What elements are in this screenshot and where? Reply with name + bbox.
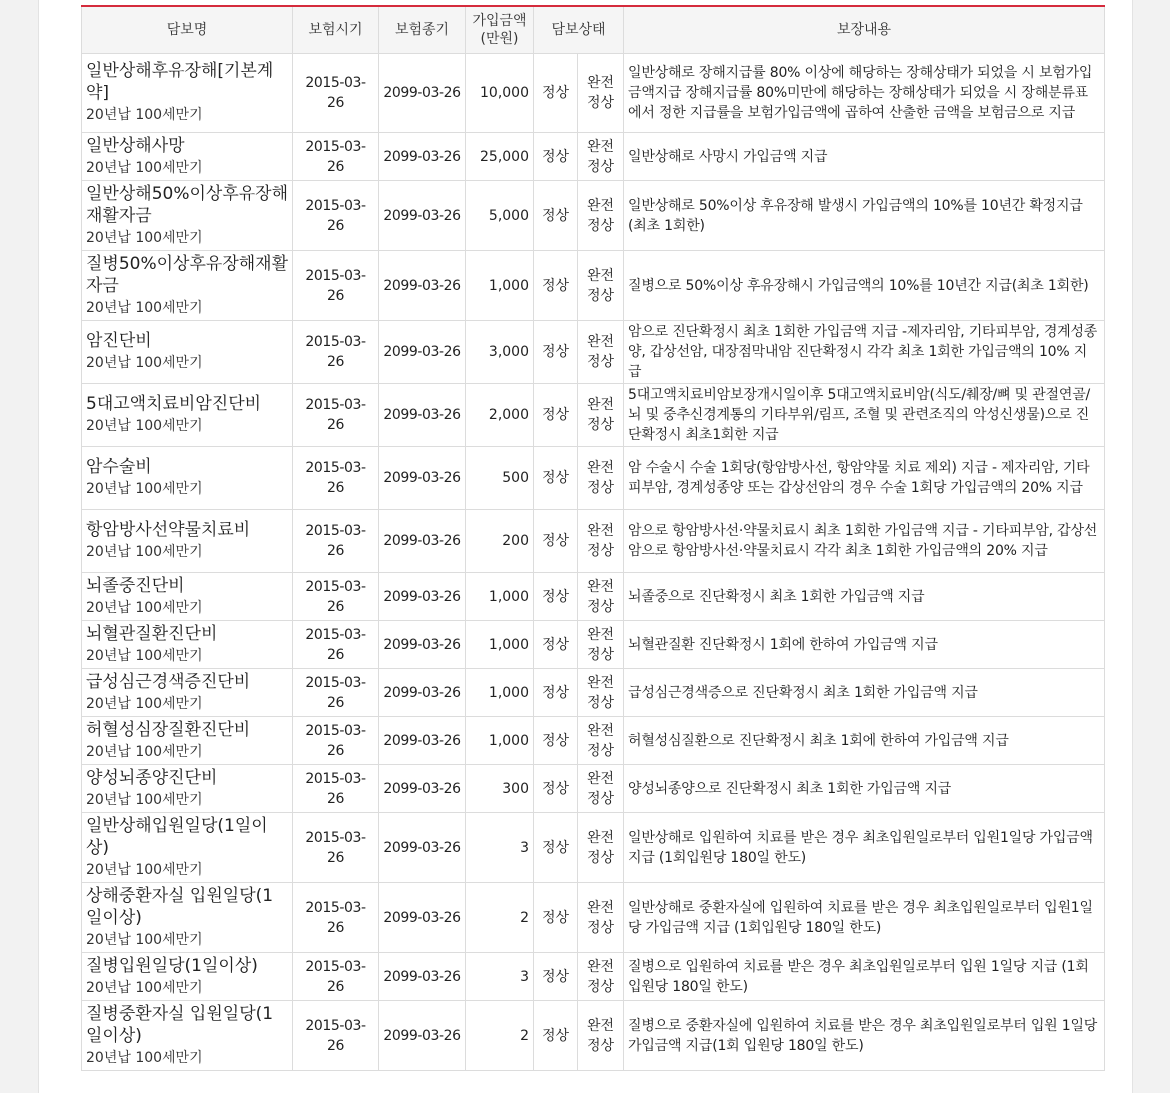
- end-date: 2099-03-26: [379, 181, 466, 251]
- end-date: 2099-03-26: [379, 1001, 466, 1071]
- coverage-description: 뇌혈관질환 진단확정시 1회에 한하여 가입금액 지급: [624, 621, 1105, 669]
- coverage-status: 정상: [534, 953, 578, 1001]
- end-date: 2099-03-26: [379, 883, 466, 953]
- coverage-name: 뇌졸중진단비: [86, 575, 185, 596]
- coverage-description: 질병으로 중환자실에 입원하여 치료를 받은 경우 최초입원일로부터 입원 1일당 가입금액 지급(1회 입원당 180일 한도): [624, 1001, 1105, 1071]
- payment-status: [578, 573, 624, 621]
- payment-status: [578, 133, 624, 181]
- payment-status-line1: 완전: [586, 397, 615, 413]
- amount: 3: [466, 813, 534, 883]
- payment-status-line2: 정상: [586, 354, 615, 370]
- start-date: 2015-03-26: [293, 813, 379, 883]
- payment-status: [578, 813, 624, 883]
- coverage-status: 정상: [534, 181, 578, 251]
- coverage-description: 일반상해로 중환자실에 입원하여 치료를 받은 경우 최초입원일로부터 입원1일당 가입금액 지급 (1회입원당 180일 한도): [624, 883, 1105, 953]
- payment-status-line1: 완전: [586, 197, 615, 214]
- start-date: 2015-03-26: [293, 669, 379, 717]
- start-date: 2015-03-26: [293, 717, 379, 765]
- coverage-term: 20년납 100세만기: [86, 1049, 203, 1066]
- table-row: [82, 133, 1105, 181]
- coverage-name: 일반상해후유장해[기본계약]: [86, 61, 274, 103]
- coverage-name: 질병입원일당(1일이상): [86, 955, 258, 976]
- amount: 2: [466, 883, 534, 953]
- coverage-name-cell: [82, 54, 293, 133]
- coverage-name: 암진단비: [86, 331, 152, 351]
- payment-status-line1: 완전: [586, 899, 615, 916]
- end-date: 2099-03-26: [379, 321, 466, 384]
- coverage-name: 상해중환자실 입원일당(1일이상): [86, 885, 274, 928]
- coverage-term: 20년납 100세만기: [86, 931, 203, 948]
- amount: 1,000: [466, 573, 534, 621]
- amount: 25,000: [466, 133, 534, 181]
- coverage-name-cell: [82, 321, 293, 384]
- coverage-name: 일반상해입원일당(1일이상): [86, 815, 268, 858]
- coverage-term: 20년납 100세만기: [86, 299, 203, 316]
- coverage-status: 정상: [534, 621, 578, 669]
- amount: 300: [466, 765, 534, 813]
- payment-status-line2: 정상: [586, 417, 615, 433]
- payment-status-line1: 완전: [586, 578, 615, 595]
- payment-status-line2: 정상: [586, 543, 615, 559]
- payment-status-line1: 완전: [586, 523, 615, 539]
- coverage-term: 20년납 100세만기: [86, 695, 203, 712]
- start-date: 2015-03-26: [293, 883, 379, 953]
- table-row: [82, 181, 1105, 251]
- coverage-name: 급성심근경색증진단비: [86, 671, 251, 692]
- payment-status-line1: 완전: [586, 460, 615, 476]
- payment-status-line1: 완전: [586, 722, 615, 739]
- payment-status: [578, 765, 624, 813]
- payment-status-line2: 정상: [586, 742, 615, 759]
- coverage-name-cell: [82, 133, 293, 181]
- coverage-status: 정상: [534, 510, 578, 573]
- coverage-name: 5대고액치료비암진단비: [86, 394, 262, 414]
- coverage-name-cell: [82, 765, 293, 813]
- coverage-description: 일반상해로 입원하여 치료를 받은 경우 최초입원일로부터 입원1일당 가입금액 지급 (1회입원당 180일 한도): [624, 813, 1105, 883]
- coverage-term: 20년납 100세만기: [86, 743, 203, 760]
- coverage-status: 정상: [534, 447, 578, 510]
- table-row: [82, 717, 1105, 765]
- header-description: 보장내용: [624, 6, 1105, 54]
- coverage-status: 정상: [534, 251, 578, 321]
- start-date: 2015-03-26: [293, 181, 379, 251]
- table-row: [82, 621, 1105, 669]
- header-amount: [466, 6, 534, 54]
- header-amount-label: 가입금액: [472, 13, 527, 29]
- payment-status: [578, 669, 624, 717]
- end-date: 2099-03-26: [379, 621, 466, 669]
- payment-status-line2: 정상: [586, 158, 615, 175]
- payment-status: [578, 621, 624, 669]
- payment-status-line1: 완전: [586, 138, 615, 155]
- coverage-term: 20년납 100세만기: [86, 355, 203, 371]
- coverage-name: 양성뇌종양진단비: [86, 767, 218, 788]
- amount: 1,000: [466, 669, 534, 717]
- coverage-status: 정상: [534, 133, 578, 181]
- amount: 500: [466, 447, 534, 510]
- end-date: 2099-03-26: [379, 765, 466, 813]
- coverage-name: 암수술비: [86, 457, 152, 477]
- start-date: 2015-03-26: [293, 447, 379, 510]
- amount: 2: [466, 1001, 534, 1071]
- payment-status: [578, 251, 624, 321]
- payment-status: [578, 510, 624, 573]
- start-date: 2015-03-26: [293, 573, 379, 621]
- coverage-status: 정상: [534, 717, 578, 765]
- header-end-date: 보험종기: [379, 6, 466, 54]
- table-row: [82, 384, 1105, 447]
- coverage-description: 일반상해로 사망시 가입금액 지급: [624, 133, 1105, 181]
- coverage-name-cell: [82, 953, 293, 1001]
- payment-status-line1: 완전: [586, 75, 615, 91]
- payment-status-line2: 정상: [586, 95, 615, 111]
- amount: 10,000: [466, 54, 534, 133]
- start-date: 2015-03-26: [293, 321, 379, 384]
- coverage-term: 20년납 100세만기: [86, 979, 203, 996]
- table-row: [82, 321, 1105, 384]
- start-date: 2015-03-26: [293, 953, 379, 1001]
- end-date: 2099-03-26: [379, 384, 466, 447]
- coverage-term: 20년납 100세만기: [86, 107, 203, 123]
- header-status: 담보상태: [534, 6, 624, 54]
- payment-status: [578, 54, 624, 133]
- table-row: [82, 54, 1105, 133]
- amount: 1,000: [466, 621, 534, 669]
- amount: 2,000: [466, 384, 534, 447]
- end-date: 2099-03-26: [379, 717, 466, 765]
- coverage-table: [81, 5, 1105, 1071]
- coverage-status: 정상: [534, 883, 578, 953]
- amount: 3: [466, 953, 534, 1001]
- table-row: [82, 765, 1105, 813]
- header-start-date: 보험시기: [293, 6, 379, 54]
- coverage-description: 질병으로 50%이상 후유장해시 가입금액의 10%를 10년간 지급(최초 1회한): [624, 251, 1105, 321]
- coverage-name-cell: [82, 813, 293, 883]
- coverage-name: 허혈성심장질환진단비: [86, 719, 251, 740]
- table-row: [82, 447, 1105, 510]
- amount: 1,000: [466, 717, 534, 765]
- payment-status-line2: 정상: [586, 217, 615, 234]
- end-date: 2099-03-26: [379, 953, 466, 1001]
- payment-status-line1: 완전: [586, 829, 615, 846]
- amount: 3,000: [466, 321, 534, 384]
- payment-status-line1: 완전: [586, 1017, 615, 1034]
- coverage-name-cell: [82, 181, 293, 251]
- payment-status: [578, 953, 624, 1001]
- start-date: 2015-03-26: [293, 1001, 379, 1071]
- payment-status-line1: 완전: [586, 267, 615, 284]
- table-row: [82, 813, 1105, 883]
- payment-status: [578, 321, 624, 384]
- coverage-term: 20년납 100세만기: [86, 861, 203, 878]
- payment-status-line1: 완전: [586, 770, 615, 787]
- coverage-status: 정상: [534, 765, 578, 813]
- coverage-name: 질병50%이상후유장해재활자금: [86, 253, 289, 296]
- payment-status-line2: 정상: [586, 287, 615, 304]
- coverage-term: 20년납 100세만기: [86, 229, 203, 246]
- coverage-name: 질병중환자실 입원일당(1일이상): [86, 1003, 274, 1046]
- payment-status-line1: 완전: [586, 334, 615, 350]
- table-row: [82, 251, 1105, 321]
- coverage-term: 20년납 100세만기: [86, 544, 203, 560]
- coverage-name-cell: [82, 510, 293, 573]
- coverage-name-cell: [82, 621, 293, 669]
- payment-status-line2: 정상: [586, 790, 615, 807]
- start-date: 2015-03-26: [293, 384, 379, 447]
- payment-status-line1: 완전: [586, 626, 615, 643]
- payment-status-line2: 정상: [586, 919, 615, 936]
- end-date: 2099-03-26: [379, 251, 466, 321]
- table-header-row: [82, 6, 1105, 54]
- coverage-name-cell: [82, 384, 293, 447]
- start-date: 2015-03-26: [293, 54, 379, 133]
- payment-status-line2: 정상: [586, 694, 615, 711]
- payment-status-line1: 완전: [586, 958, 615, 975]
- coverage-term: 20년납 100세만기: [86, 599, 203, 616]
- end-date: 2099-03-26: [379, 573, 466, 621]
- table-row: [82, 573, 1105, 621]
- coverage-term: 20년납 100세만기: [86, 418, 203, 434]
- coverage-description: 질병으로 입원하여 치료를 받은 경우 최초입원일로부터 입원 1일당 지급 (1회 입원당 180일 한도): [624, 953, 1105, 1001]
- start-date: 2015-03-26: [293, 621, 379, 669]
- end-date: 2099-03-26: [379, 510, 466, 573]
- coverage-name: 일반상해50%이상후유장해재활자금: [86, 183, 289, 226]
- start-date: 2015-03-26: [293, 133, 379, 181]
- coverage-status: 정상: [534, 669, 578, 717]
- coverage-term: 20년납 100세만기: [86, 647, 203, 664]
- end-date: 2099-03-26: [379, 669, 466, 717]
- coverage-name-cell: [82, 251, 293, 321]
- coverage-name: 일반상해사망: [86, 135, 185, 156]
- coverage-description: 급성심근경색증으로 진단확정시 최초 1회한 가입금액 지급: [624, 669, 1105, 717]
- payment-status-line2: 정상: [586, 646, 615, 663]
- table-row: [82, 953, 1105, 1001]
- coverage-name-cell: [82, 1001, 293, 1071]
- start-date: 2015-03-26: [293, 765, 379, 813]
- coverage-description: 양성뇌종양으로 진단확정시 최초 1회한 가입금액 지급: [624, 765, 1105, 813]
- amount: 5,000: [466, 181, 534, 251]
- payment-status-line1: 완전: [586, 674, 615, 691]
- end-date: 2099-03-26: [379, 813, 466, 883]
- payment-status: [578, 181, 624, 251]
- start-date: 2015-03-26: [293, 251, 379, 321]
- coverage-description: 암으로 항암방사선·약물치료시 최초 1회한 가입금액 지급 - 기타피부암, 갑상선암으로 항암방사선·약물치료시 각각 최초 1회한 가입금액의 20% 지급: [624, 510, 1105, 573]
- amount: 200: [466, 510, 534, 573]
- coverage-description: 암으로 진단확정시 최초 1회한 가입금액 지급 -제자리암, 기타피부암, 경계성종양, 갑상선암, 대장점막내암 진단확정시 각각 최초 1회한 가입금액의 10% 지급: [624, 321, 1105, 384]
- table-row: [82, 510, 1105, 573]
- payment-status-line2: 정상: [586, 598, 615, 615]
- coverage-name-cell: [82, 883, 293, 953]
- start-date: 2015-03-26: [293, 510, 379, 573]
- coverage-name-cell: [82, 447, 293, 510]
- coverage-term: 20년납 100세만기: [86, 481, 203, 497]
- coverage-description: 일반상해로 50%이상 후유장해 발생시 가입금액의 10%를 10년간 확정지급 (최초 1회한): [624, 181, 1105, 251]
- payment-status-line2: 정상: [586, 978, 615, 995]
- payment-status: [578, 717, 624, 765]
- table-row: [82, 883, 1105, 953]
- coverage-status: 정상: [534, 321, 578, 384]
- payment-status: [578, 384, 624, 447]
- coverage-status: 정상: [534, 573, 578, 621]
- coverage-status: 정상: [534, 813, 578, 883]
- coverage-name: 뇌혈관질환진단비: [86, 623, 218, 644]
- table-row: [82, 1001, 1105, 1071]
- coverage-name-cell: [82, 717, 293, 765]
- payment-status: [578, 447, 624, 510]
- coverage-term: 20년납 100세만기: [86, 791, 203, 808]
- coverage-term: 20년납 100세만기: [86, 159, 203, 176]
- coverage-name-cell: [82, 573, 293, 621]
- coverage-status: 정상: [534, 1001, 578, 1071]
- payment-status: [578, 883, 624, 953]
- payment-status-line2: 정상: [586, 480, 615, 496]
- table-row: [82, 669, 1105, 717]
- coverage-name: 항암방사선약물치료비: [86, 520, 251, 540]
- end-date: 2099-03-26: [379, 447, 466, 510]
- header-coverage-name: 담보명: [82, 6, 293, 54]
- coverage-description: 뇌졸중으로 진단확정시 최초 1회한 가입금액 지급: [624, 573, 1105, 621]
- coverage-description: 암 수술시 수술 1회당(항암방사선, 항암약물 치료 제외) 지급 - 제자리암, 기타피부암, 경계성종양 또는 갑상선암의 경우 수술 1회당 가입금액의 20% 지급: [624, 447, 1105, 510]
- amount: 1,000: [466, 251, 534, 321]
- coverage-description: 허혈성심질환으로 진단확정시 최초 1회에 한하여 가입금액 지급: [624, 717, 1105, 765]
- header-amount-unit: (만원): [480, 31, 519, 47]
- payment-status-line2: 정상: [586, 1037, 615, 1054]
- end-date: 2099-03-26: [379, 133, 466, 181]
- coverage-description: 5대고액치료비암보장개시일이후 5대고액치료비암(식도/췌장/뼈 및 관절연골/뇌 및 중추신경계통의 기타부위/림프, 조혈 및 관련조직의 악성신생물)으로 진단확정시 최초1회한 지급: [624, 384, 1105, 447]
- end-date: 2099-03-26: [379, 54, 466, 133]
- payment-status: [578, 1001, 624, 1071]
- payment-status-line2: 정상: [586, 849, 615, 866]
- coverage-name-cell: [82, 669, 293, 717]
- coverage-description: 일반상해로 장해지급률 80% 이상에 해당하는 장해상태가 되었을 시 보험가입금액지급 장해지급률 80%미만에 해당하는 장해상태가 되었을 시 장해분류표에서 정한 지급률을 보험가입금액에 곱하여 산출한 금액을 보험금으로 지급: [624, 54, 1105, 133]
- coverage-status: 정상: [534, 54, 578, 133]
- coverage-status: 정상: [534, 384, 578, 447]
